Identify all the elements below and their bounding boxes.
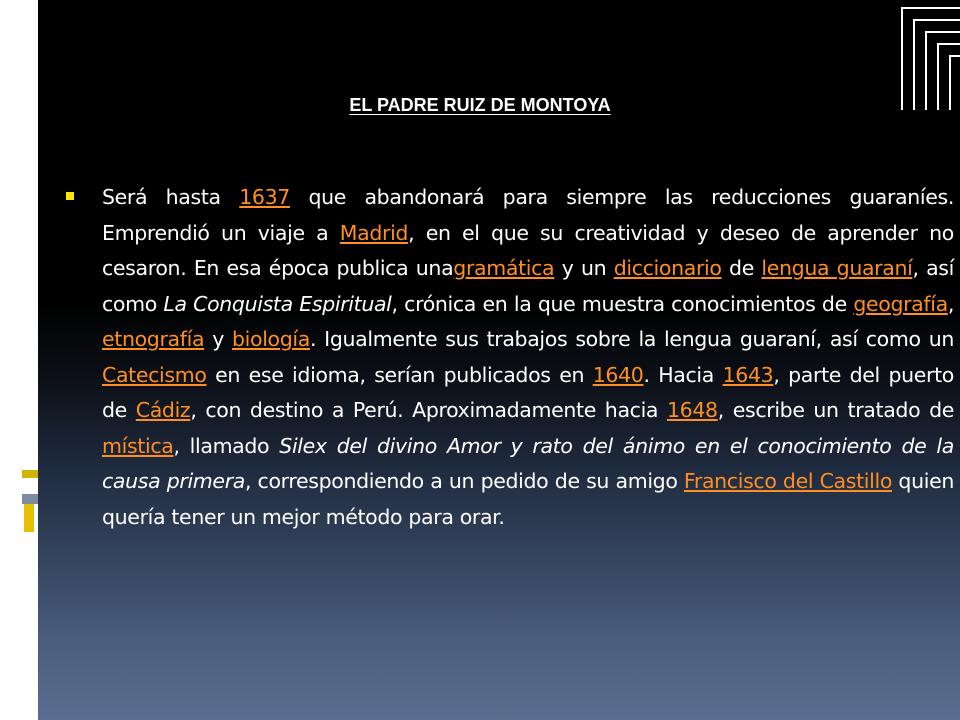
link-catecismo[interactable]: Catecismo (102, 362, 207, 387)
text-segment: . Igualmente sus trabajos sobre la lengua guaraní, así como un (309, 327, 954, 351)
link-lengua-guarani[interactable]: lengua guaraní (761, 256, 913, 280)
link-gramatica[interactable]: gramática (453, 256, 555, 280)
italic-title-silex: Silex del divino Amor y rato del ánimo en el conocimiento de la causa primera (102, 433, 954, 493)
text-segment: que abandonará para siempre las reducciones guaraníes. Emprendió un viaje a (102, 185, 954, 245)
link-1637[interactable]: 1637 (239, 185, 290, 209)
link-biologia[interactable]: biología (232, 327, 310, 351)
link-madrid[interactable]: Madrid (339, 220, 409, 245)
bullet-square-icon (66, 192, 74, 200)
text-segment: , en el que su creatividad y deseo de aprender no cesaron. En esa época publica una (102, 220, 954, 280)
text-segment: de (721, 256, 762, 280)
text-segment: , (947, 291, 954, 316)
link-diccionario[interactable]: diccionario (613, 256, 722, 280)
corner-lines-decoration (898, 0, 960, 110)
italic-title-conquista: La Conquista Espiritual (163, 291, 392, 316)
link-1643[interactable]: 1643 (722, 362, 774, 387)
side-accent-decoration (22, 470, 38, 540)
text-segment: , correspondiendo a un pedido de su amigo (244, 469, 684, 493)
link-mistica[interactable]: mística (102, 433, 174, 458)
text-segment: , así como (102, 256, 954, 316)
text-segment: . Hacia (643, 362, 723, 387)
text-segment: y un (554, 256, 614, 280)
text-segment: Será hasta (102, 185, 240, 209)
text-segment: , escribe un tratado de (717, 398, 955, 422)
text-segment: en ese idioma, serían publicados en (206, 362, 593, 387)
link-1640[interactable]: 1640 (592, 362, 644, 387)
link-cadiz[interactable]: Cádiz (135, 398, 191, 422)
text-segment: quien quería tener un mejor método para orar. (102, 469, 954, 529)
link-1648[interactable]: 1648 (666, 398, 718, 422)
link-etnografia[interactable]: etnografía (102, 327, 205, 351)
link-francisco-del-castillo[interactable]: Francisco del Castillo (683, 469, 893, 493)
text-segment: , parte del puerto de (102, 362, 954, 422)
text-segment: , con destino a Perú. Aproximadamente hacia (190, 398, 667, 422)
text-segment: y (204, 327, 233, 351)
link-geografia[interactable]: geografía (853, 291, 948, 316)
slide-title: EL PADRE RUIZ DE MONTOYA (349, 95, 611, 115)
text-segment: , crónica en la que muestra conocimientos de (391, 291, 854, 316)
text-segment: , llamado (173, 433, 280, 458)
body-paragraph (102, 180, 954, 535)
